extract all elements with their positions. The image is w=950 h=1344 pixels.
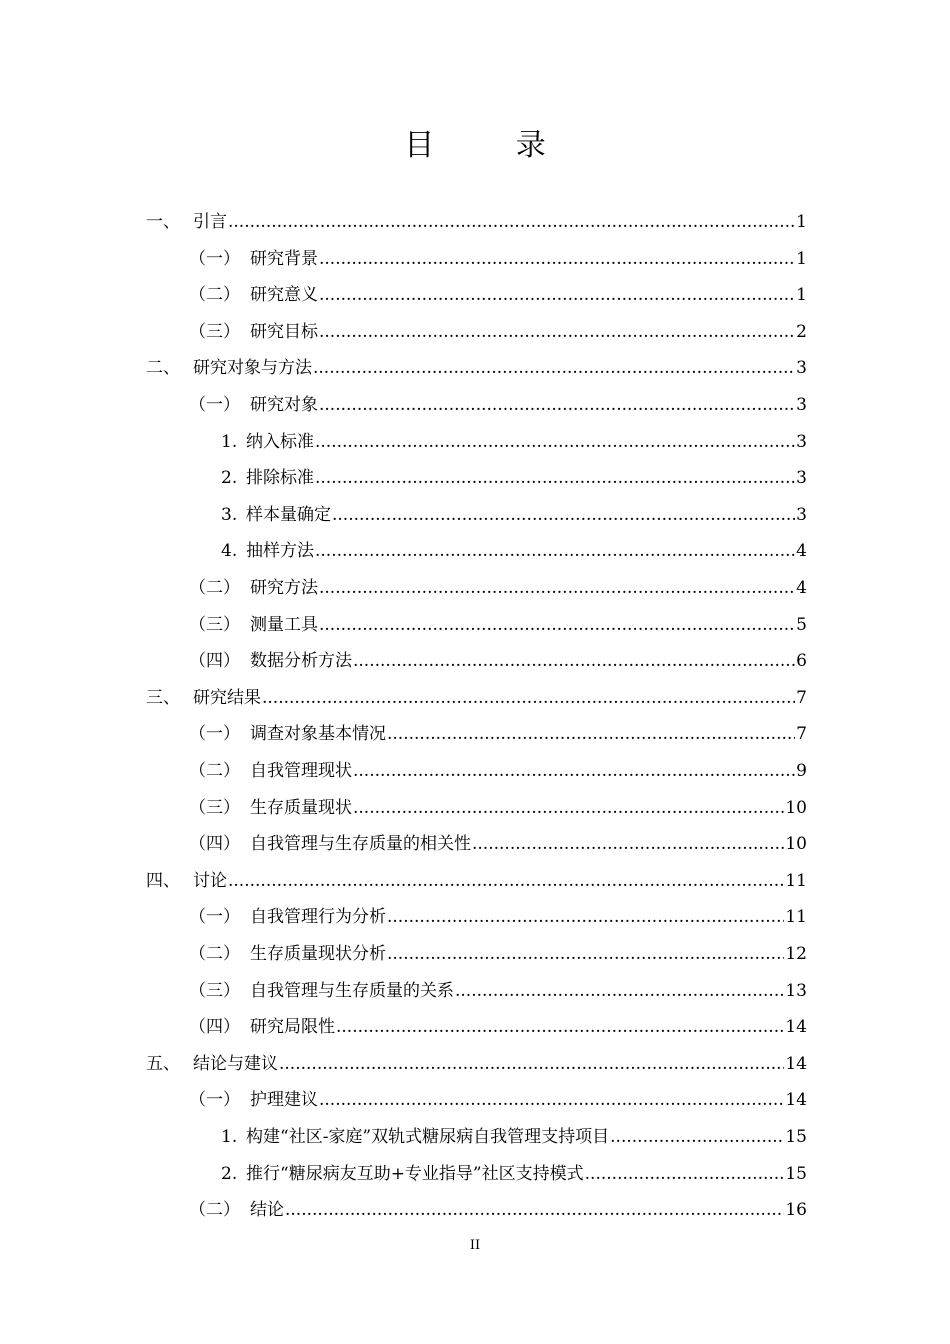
toc-entry-page: 2 <box>796 321 807 342</box>
toc-entry-title: 推行“糖尿病友互助+专业指导”社区支持模式 <box>246 1163 584 1184</box>
toc-entry[interactable] <box>146 203 807 233</box>
toc-leader <box>332 504 795 526</box>
toc-entry-page: 14 <box>785 1053 807 1074</box>
toc-entry-page: 3 <box>796 504 807 525</box>
toc-entry-title: 自我管理现状 <box>250 761 352 781</box>
toc-entry[interactable] <box>221 423 807 453</box>
toc-entry-title: 样本量确定 <box>246 504 331 525</box>
page-title: 目 录 <box>404 128 582 163</box>
toc-entry[interactable] <box>189 313 807 343</box>
toc-entry-title: 研究对象与方法 <box>193 358 312 379</box>
toc-entry[interactable] <box>146 1045 807 1075</box>
toc-entry-number: 五、 <box>146 1053 180 1074</box>
toc-entry[interactable] <box>189 276 807 306</box>
toc-entry-page: 15 <box>785 1127 807 1147</box>
toc-entry-number: 一、 <box>146 212 180 232</box>
toc-leader <box>353 760 795 782</box>
toc-entry-page: 1 <box>796 285 807 306</box>
toc-entry-title: 研究方法 <box>250 578 318 598</box>
toc-leader <box>387 943 784 965</box>
toc-entry-number: （四） <box>189 834 240 855</box>
toc-entry-page: 11 <box>785 870 807 891</box>
toc-entry-title: 自我管理与生存质量的相关性 <box>250 834 471 855</box>
toc-leader <box>319 577 795 599</box>
toc-entry-title: 研究结果 <box>193 687 261 708</box>
toc-entry-title: 研究意义 <box>250 285 318 306</box>
toc-entry-number: 三、 <box>146 687 180 708</box>
toc-entry-page: 9 <box>796 761 807 781</box>
toc-entry-page: 14 <box>785 1017 807 1038</box>
toc-leader <box>315 540 795 562</box>
toc-entry-title: 结论 <box>250 1200 284 1221</box>
toc-leader <box>472 833 784 855</box>
toc-entry-page: 7 <box>796 687 807 708</box>
toc-leader <box>319 614 795 636</box>
toc-entry[interactable] <box>189 606 807 636</box>
toc-entry-number: （二） <box>189 285 240 306</box>
toc-entry[interactable] <box>189 715 807 745</box>
toc-entry-page: 16 <box>785 1200 807 1221</box>
toc-entry-page: 14 <box>785 1090 807 1111</box>
toc-entry-number: 1. <box>221 1127 238 1147</box>
toc-leader <box>319 394 795 416</box>
toc-leader <box>285 1199 784 1221</box>
toc-leader <box>319 1089 784 1111</box>
toc-leader <box>387 906 784 928</box>
toc-entry-page: 4 <box>796 578 807 598</box>
toc-entry-page: 7 <box>796 724 807 745</box>
toc-leader <box>585 1163 785 1185</box>
toc-leader <box>228 870 784 892</box>
toc-entry-number: 4. <box>221 541 238 562</box>
toc-entry-page: 5 <box>796 614 807 635</box>
toc-leader <box>228 211 795 233</box>
toc-entry[interactable] <box>221 1118 807 1148</box>
toc-entry[interactable] <box>189 1191 807 1221</box>
toc-entry-page: 10 <box>785 834 807 855</box>
toc-entry-title: 纳入标准 <box>246 431 314 452</box>
toc-entry-title: 生存质量现状 <box>250 797 352 818</box>
toc-entry-page: 3 <box>796 395 807 415</box>
toc-entry-number: （一） <box>189 1090 240 1111</box>
toc-leader <box>319 284 795 306</box>
toc-leader <box>262 687 795 709</box>
toc-entry-number: （一） <box>189 907 240 928</box>
toc-entry-number: （二） <box>189 944 240 964</box>
toc-leader <box>336 1016 784 1038</box>
toc-entry-page: 3 <box>796 468 807 489</box>
toc-leader <box>315 467 795 489</box>
toc-entry-number: （二） <box>189 578 240 598</box>
toc-entry-title: 抽样方法 <box>246 541 314 562</box>
toc-entry-number: （三） <box>189 321 240 342</box>
toc-leader <box>455 980 784 1002</box>
toc-entry-page: 1 <box>796 248 807 269</box>
toc-leader <box>353 797 784 819</box>
toc-entry-title: 研究局限性 <box>250 1017 335 1038</box>
toc-entry-page: 11 <box>785 907 807 928</box>
toc-entry-title: 研究目标 <box>250 321 318 342</box>
toc-entry[interactable] <box>189 240 807 270</box>
toc-entry[interactable] <box>189 789 807 819</box>
toc-entry-page: 3 <box>796 431 807 452</box>
toc-entry-page: 12 <box>785 944 807 964</box>
toc-entry-page: 15 <box>785 1163 807 1184</box>
toc-entry-number: 2. <box>221 468 238 489</box>
toc-leader <box>387 723 795 745</box>
toc-entry-number: 四、 <box>146 870 180 891</box>
toc-entry-title: 护理建议 <box>250 1090 318 1111</box>
toc-entry[interactable] <box>189 569 807 599</box>
page-number-footer: II <box>469 1238 481 1253</box>
toc-entry-number: 二、 <box>146 358 180 379</box>
toc-entry-title: 测量工具 <box>250 614 318 635</box>
toc-entry-number: 2. <box>221 1163 238 1184</box>
toc-entry-number: 1. <box>221 431 238 452</box>
toc-entry[interactable] <box>189 752 807 782</box>
toc-entry-title: 研究背景 <box>250 248 318 269</box>
toc-leader <box>319 248 795 270</box>
toc-entry-page: 13 <box>785 980 807 1001</box>
toc-entry-page: 3 <box>796 358 807 379</box>
toc-entry-title: 结论与建议 <box>193 1053 278 1074</box>
toc-entry-page: 4 <box>796 541 807 562</box>
toc-entry[interactable] <box>189 642 807 672</box>
toc-entry-title: 讨论 <box>193 870 227 891</box>
toc-entry[interactable] <box>221 496 807 526</box>
toc-entry[interactable] <box>189 935 807 965</box>
toc-entry-number: （三） <box>189 980 240 1001</box>
toc-entry[interactable] <box>189 898 807 928</box>
toc-entry-page: 10 <box>785 797 807 818</box>
toc-entry-title: 自我管理行为分析 <box>250 907 386 928</box>
toc-entry-title: 引言 <box>193 212 227 232</box>
toc-leader <box>315 431 795 453</box>
toc-entry-title: 生存质量现状分析 <box>250 944 386 964</box>
toc-entry[interactable] <box>221 459 807 489</box>
toc-entry-number: （三） <box>189 797 240 818</box>
toc-entry-title: 排除标准 <box>246 468 314 489</box>
toc-entry-number: （一） <box>189 724 240 745</box>
toc-entry-title: 调查对象基本情况 <box>250 724 386 745</box>
toc-entry-title: 构建“社区-家庭”双轨式糖尿病自我管理支持项目 <box>246 1127 610 1147</box>
toc-entry[interactable] <box>189 1081 807 1111</box>
toc-entry[interactable] <box>146 349 807 379</box>
toc-entry[interactable] <box>146 862 807 892</box>
toc-entry-number: （四） <box>189 651 240 672</box>
toc-entry-page: 6 <box>796 651 807 672</box>
toc-entry-page: 1 <box>796 212 807 232</box>
toc-entry[interactable] <box>189 386 807 416</box>
toc-entry[interactable] <box>189 825 807 855</box>
toc-leader <box>279 1053 784 1075</box>
toc-entry-number: （三） <box>189 614 240 635</box>
toc-entry[interactable] <box>146 679 807 709</box>
toc-entry[interactable] <box>189 972 807 1002</box>
toc-leader <box>319 321 795 343</box>
toc-entry-title: 研究对象 <box>250 395 318 415</box>
toc-entry[interactable] <box>189 1008 807 1038</box>
toc-leader <box>610 1126 784 1148</box>
toc-leader <box>353 650 795 672</box>
toc-entry-number: （二） <box>189 1200 240 1221</box>
toc-entry-number: 3. <box>221 504 238 525</box>
toc-entry-number: （一） <box>189 248 240 269</box>
toc-entry-number: （二） <box>189 761 240 781</box>
toc-entry[interactable] <box>221 532 807 562</box>
toc-entry-number: （四） <box>189 1017 240 1038</box>
toc-entry[interactable] <box>221 1155 807 1185</box>
toc-entry-number: （一） <box>189 395 240 415</box>
toc-entry-title: 自我管理与生存质量的关系 <box>250 980 454 1001</box>
toc-leader <box>313 357 795 379</box>
toc-entry-title: 数据分析方法 <box>250 651 352 672</box>
